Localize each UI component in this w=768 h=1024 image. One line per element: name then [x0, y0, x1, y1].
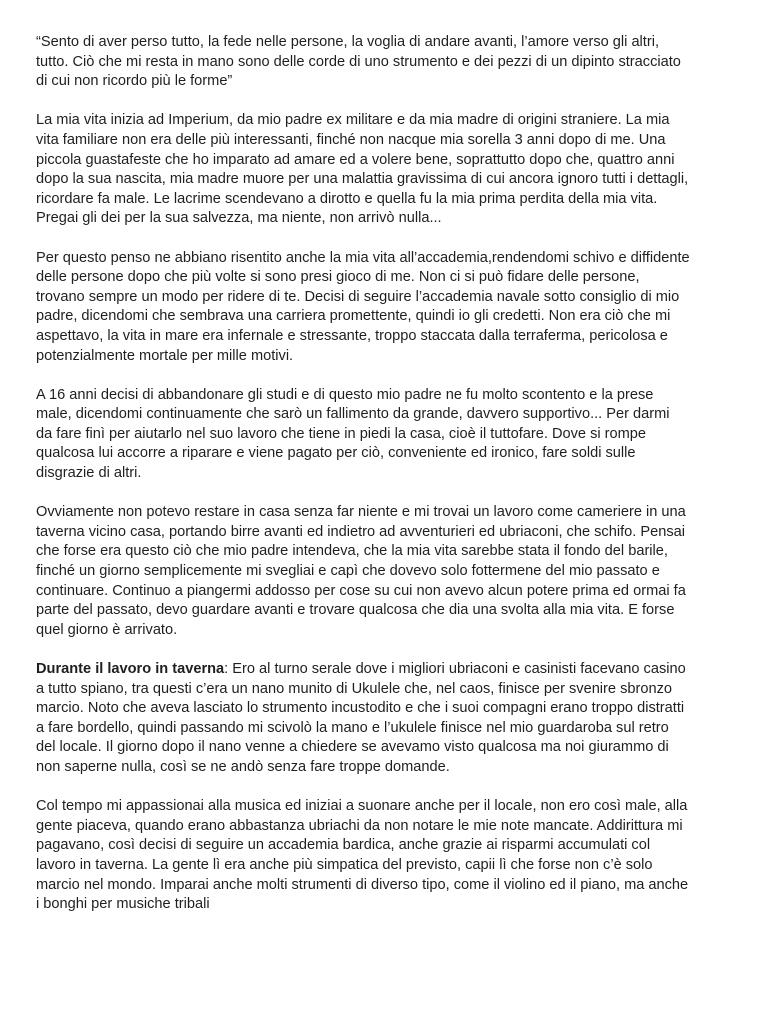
paragraph-durante-taverna: [36, 660, 758, 778]
paragraph-imperium: La mia vita inizia ad Imperium, da mio padre ex militare e da mia madre di origini straniere. La mia vita familiare non era delle più interessanti, finché non nacque mia sorella 3 anni dopo di me. Una piccola guastafeste che ho imparato ad amare ed a volere bene, soprattutto dopo che, quattro anni dopo la sua nascita, mia madre muore per una malattia gravissima di cui ancora ignoro tutti i dettagli, ricordare fa male. Le lacrime scendevano a dirotto e quella fu la mia prima perdita della mia vita. Pregai gli dei per la sua salvezza, ma niente, non arrivò nulla...: [36, 112, 689, 227]
paragraph-taverna-text: : Ero al turno serale dove i migliori ubriaconi e casinisti facevano casino a tutto spiano, tra questi c’era un nano munito di Ukulele che, nel caos, finisce per svenire sbronzo marcio. Noto che aveva lasciato lo strumento incustodito e che i suoi compagni erano troppo distratti a fare bordello, quindi passando mi scivolò la mano e l’ukulele finisce nel mio guardaroba sul retro del locale. Il giorno dopo il nano venne a chiedere se avevamo visto qualcosa ma noi giurammo di non saperne nulla, così se ne andò senza fare troppe domande.: [36, 661, 686, 775]
paragraph-sedici-anni: A 16 anni decisi di abbandonare gli studi e di questo mio padre ne fu molto scontento e la prese male, dicendomi continuamente che sarò un fallimento da grande, davvero supportivo... Per darmi da fare finì per aiutarlo nel suo lavoro che tiene in piedi la casa, cioè il tuttofare. Dove si rompe qualcosa lui accorre a riparare e viene pagato per ciò, conveniente ed ironico, fare soldi sulle disgrazie di altri.: [36, 386, 670, 482]
paragraph-musica: Col tempo mi appassionai alla musica ed iniziai a suonare anche per il locale, non ero così male, alla gente piaceva, quando erano abbastanza ubriachi da non notare le mie note mancate. Addirittura mi pagavano, così decisi di seguire un accademia bardica, anche grazie ai risparmi accumulati col lavoro in taverna. La gente lì era anche più simpatica del previsto, capii lì che forse non c’è solo marcio nel mondo. Imparai anche molti strumenti di diverso tipo, come il violino ed il piano, ma anche i bonghi per musiche tribali: [36, 798, 689, 913]
opening-quote: “Sento di aver perso tutto, la fede nelle persone, la voglia di andare avanti, l’amore verso gli altri, tutto. Ciò che mi resta in mano sono delle corde di uno strumento e dei pezzi di un dipinto stracciato di cui non ricordo più le forme”: [36, 34, 681, 90]
paragraph-taverna-lavoro: Ovviamente non potevo restare in casa senza far niente e mi trovai un lavoro come cameriere in una taverna vicino casa, portando birre avanti ed indietro ad avventurieri ed ubriaconi, che schifo. Pensai che forse era questo ciò che mio padre intendeva, che la mia vita sarebbe stata il fondo del barile, finché un giorno semplicemente mi svegliai e capì che dovevo solo fottermene del mio passato e continuare. Continuo a piangermi addosso per cose su cui non avevo alcun potere prima ed ormai fa parte del passato, devo guardare avanti e trovare qualcosa che dia una svolta alla mia vita. E forse quel giorno è arrivato.: [36, 504, 686, 638]
document-page: [36, 33, 758, 934]
paragraph-accademia: Per questo penso ne abbiano risentito anche la mia vita all’accademia,rendendomi schivo e diffidente delle persone dopo che più volte si sono presi gioco di me. Non ci si può fidare delle persone, trovano sempre un modo per ridere di te. Decisi di seguire l’accademia navale sotto consiglio di mio padre, dicendomi che sembrava una carriera promettente, quindi io gli credetti. Non era ciò che mi aspettavo, la vita in mare era infernale e stressante, troppo staccata dalla terraferma, pericolosa e potenzialmente mortale per mille motivi.: [36, 249, 690, 364]
paragraph-lead-bold: Durante il lavoro in taverna: [36, 661, 225, 677]
